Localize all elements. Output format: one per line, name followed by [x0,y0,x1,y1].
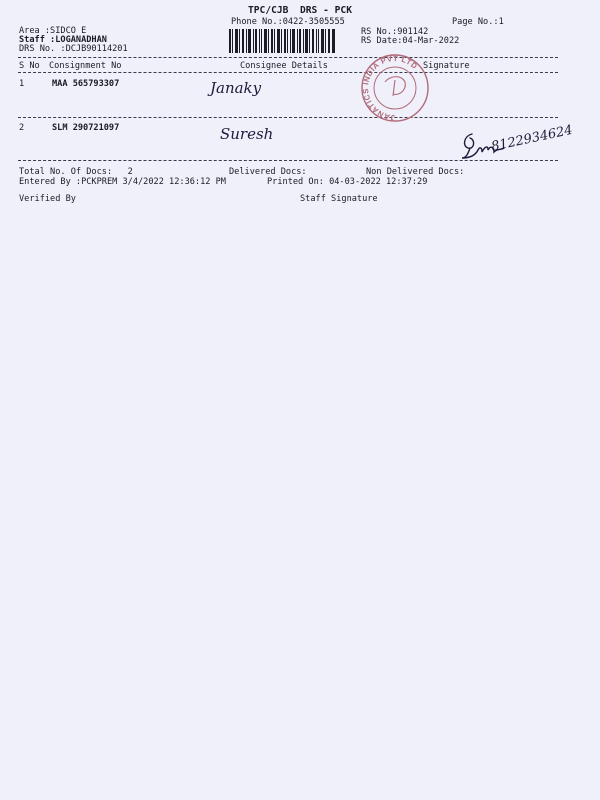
row-2-signature: Suresh [220,125,274,143]
delivered-docs: Delivered Docs: [229,167,307,177]
verified-by: Verified By [19,194,76,204]
stamp-text: JANATICS INDIA PVT LTD [360,53,420,122]
row-1-sno: 1 [19,79,25,89]
page-number: Page No.:1 [452,17,504,27]
staff-signature-label: Staff Signature [300,194,378,204]
column-header-signature: Signature [423,61,470,71]
handwritten-phone: 8122934624 [490,122,575,155]
row-1-signature: Janaky [210,79,262,97]
company-stamp [357,52,433,122]
column-header-sno: S No [19,61,40,71]
column-header-consignment: Consignment No [49,61,122,71]
rs-date: RS Date:04-Mar-2022 [361,36,460,46]
drs-number: DRS No. :DCJB90114201 [19,44,128,54]
header-rule-bottom [18,72,558,73]
area-field: Area :SIDCO E [19,26,87,36]
svg-text:JANATICS INDIA PVT LTD [361,54,419,122]
entered-by: Entered By :PCKPREM 3/4/2022 12:36:12 PM [19,177,226,187]
barcode [229,29,335,53]
printed-on: Printed On: 04-03-2022 12:37:29 [267,177,428,187]
total-docs: Total No. Of Docs: 2 [19,167,133,177]
document-title: TPC/CJB DRS - PCK [248,5,352,16]
row-2-sno: 2 [19,123,25,133]
row-2-consignment: SLM 290721097 [52,123,120,133]
header-rule-top [18,57,558,58]
staff-field: Staff :LOGANADHAN [19,35,107,45]
footer-rule [18,160,558,161]
row-1-consignment: MAA 565793307 [52,79,120,89]
row-divider [18,117,558,118]
column-header-consignee: Consignee Details [240,61,328,71]
phone-number: Phone No.:0422-3505555 [231,17,345,27]
non-delivered-docs: Non Delivered Docs: [366,167,465,177]
rs-number: RS No.:901142 [361,27,429,37]
